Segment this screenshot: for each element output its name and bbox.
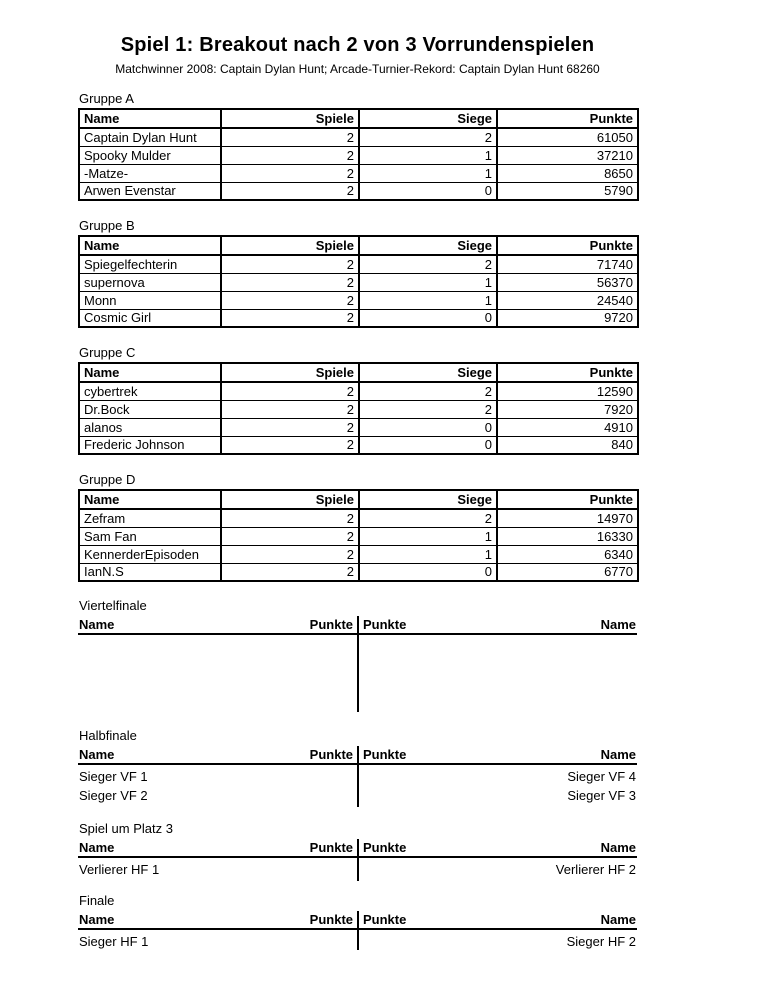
bracket-header-name-right: Name [600, 747, 636, 762]
column-header-spiele: Spiele [221, 236, 359, 255]
siege-cell: 1 [359, 545, 497, 563]
group-section-b [78, 218, 637, 328]
punkte-cell: 14970 [497, 509, 638, 527]
player-name-cell: alanos [79, 418, 221, 436]
siege-cell: 0 [359, 418, 497, 436]
group-section-a [78, 91, 637, 201]
punkte-cell: 8650 [497, 164, 638, 182]
spiele-cell: 2 [221, 382, 359, 400]
bracket-header-left-half [78, 617, 357, 632]
column-header-punkte: Punkte [497, 490, 638, 509]
siege-cell: 2 [359, 128, 497, 146]
column-header-name: Name [79, 236, 221, 255]
page-title: Spiel 1: Breakout nach 2 von 3 Vorrundenspielen [120, 34, 595, 56]
punkte-cell: 61050 [497, 128, 638, 146]
bracket-section-viertelfinale [78, 598, 637, 712]
bracket-header-punkte-right: Punkte [363, 840, 407, 855]
spiele-cell: 2 [221, 164, 359, 182]
spiele-cell: 2 [221, 255, 359, 273]
table-row [79, 309, 638, 327]
bracket-header-name-left: Name [79, 617, 115, 632]
player-name-cell: Captain Dylan Hunt [79, 128, 221, 146]
spiele-cell: 2 [221, 182, 359, 200]
siege-cell: 1 [359, 273, 497, 291]
column-header-spiele: Spiele [221, 109, 359, 128]
siege-cell: 0 [359, 563, 497, 581]
siege-cell: 1 [359, 527, 497, 545]
bracket-header-right-half [359, 912, 637, 927]
bracket-match-row [78, 860, 637, 879]
bracket-header-punkte-left: Punkte [309, 617, 353, 632]
siege-cell: 1 [359, 146, 497, 164]
table-header-row [79, 236, 638, 255]
bracket-body [78, 930, 637, 950]
punkte-cell: 6340 [497, 545, 638, 563]
bracket-body [78, 635, 637, 712]
bracket-right-player: Sieger VF 3 [567, 788, 636, 803]
bracket-section-finale [78, 893, 637, 950]
table-row [79, 382, 638, 400]
bracket-body [78, 858, 637, 881]
column-header-punkte: Punkte [497, 236, 638, 255]
bracket-match-row [78, 786, 637, 805]
column-header-punkte: Punkte [497, 109, 638, 128]
bracket-label: Viertelfinale [79, 598, 147, 613]
table-row [79, 527, 638, 545]
bracket-header-name-right: Name [600, 840, 636, 855]
player-name-cell: Cosmic Girl [79, 309, 221, 327]
table-row [79, 128, 638, 146]
spiele-cell: 2 [221, 291, 359, 309]
punkte-cell: 16330 [497, 527, 638, 545]
player-name-cell: Sam Fan [79, 527, 221, 545]
table-header-row [79, 109, 638, 128]
bracket-header-punkte-left: Punkte [309, 840, 353, 855]
table-header-row [79, 363, 638, 382]
spiele-cell: 2 [221, 436, 359, 454]
column-header-punkte: Punkte [497, 363, 638, 382]
bracket-section-spiel-um-platz-3 [78, 821, 637, 881]
group-table [78, 235, 639, 328]
punkte-cell: 71740 [497, 255, 638, 273]
siege-cell: 1 [359, 164, 497, 182]
bracket-header-right-half [359, 617, 637, 632]
bracket-header-punkte-left: Punkte [309, 912, 353, 927]
spiele-cell: 2 [221, 418, 359, 436]
column-header-name: Name [79, 490, 221, 509]
punkte-cell: 9720 [497, 309, 638, 327]
player-name-cell: Dr.Bock [79, 400, 221, 418]
bracket-label: Finale [79, 893, 115, 908]
bracket-header-left-half [78, 840, 357, 855]
spiele-cell: 2 [221, 309, 359, 327]
siege-cell: 2 [359, 400, 497, 418]
bracket-header-left-half [78, 912, 357, 927]
siege-cell: 2 [359, 255, 497, 273]
bracket-header-punkte-left: Punkte [309, 747, 353, 762]
group-label: Gruppe C [79, 345, 136, 360]
bracket-header-right-half [359, 840, 637, 855]
table-row [79, 418, 638, 436]
bracket-section-halbfinale [78, 728, 637, 807]
bracket-left-player: Sieger VF 2 [79, 788, 148, 803]
column-header-spiele: Spiele [221, 490, 359, 509]
bracket-header-punkte-right: Punkte [363, 747, 407, 762]
bracket-right-player: Sieger HF 2 [566, 934, 636, 949]
bracket-left-player: Sieger VF 1 [79, 769, 148, 784]
bracket-right-player: Sieger VF 4 [567, 769, 636, 784]
bracket-header-name-left: Name [79, 747, 115, 762]
table-row [79, 563, 638, 581]
table-row [79, 545, 638, 563]
table-row [79, 273, 638, 291]
bracket-match-row [78, 767, 637, 786]
group-label: Gruppe A [79, 91, 134, 106]
player-name-cell: -Matze- [79, 164, 221, 182]
siege-cell: 0 [359, 436, 497, 454]
group-table [78, 362, 639, 455]
siege-cell: 0 [359, 182, 497, 200]
column-header-spiele: Spiele [221, 363, 359, 382]
spiele-cell: 2 [221, 273, 359, 291]
bracket-header-name-right: Name [600, 912, 636, 927]
table-row [79, 509, 638, 527]
bracket-header-name-right: Name [600, 617, 636, 632]
punkte-cell: 37210 [497, 146, 638, 164]
siege-cell: 0 [359, 309, 497, 327]
table-row [79, 400, 638, 418]
punkte-cell: 12590 [497, 382, 638, 400]
player-name-cell: IanN.S [79, 563, 221, 581]
punkte-cell: 5790 [497, 182, 638, 200]
group-section-d [78, 472, 637, 582]
siege-cell: 1 [359, 291, 497, 309]
column-header-name: Name [79, 109, 221, 128]
player-name-cell: Zefram [79, 509, 221, 527]
spiele-cell: 2 [221, 400, 359, 418]
spiele-cell: 2 [221, 128, 359, 146]
bracket-header-name-left: Name [79, 840, 115, 855]
siege-cell: 2 [359, 509, 497, 527]
column-header-siege: Siege [359, 109, 497, 128]
table-row [79, 291, 638, 309]
player-name-cell: Monn [79, 291, 221, 309]
bracket-label: Spiel um Platz 3 [79, 821, 173, 836]
player-name-cell: Spiegelfechterin [79, 255, 221, 273]
table-row [79, 146, 638, 164]
group-label: Gruppe B [79, 218, 135, 233]
siege-cell: 2 [359, 382, 497, 400]
bracket-header-right-half [359, 747, 637, 762]
column-header-siege: Siege [359, 363, 497, 382]
table-row [79, 436, 638, 454]
punkte-cell: 840 [497, 436, 638, 454]
bracket-match-row [78, 932, 637, 951]
bracket-grid [78, 911, 637, 950]
bracket-header-left-half [78, 747, 357, 762]
bracket-left-player: Verlierer HF 1 [79, 862, 160, 877]
group-section-c [78, 345, 637, 455]
player-name-cell: cybertrek [79, 382, 221, 400]
group-table [78, 489, 639, 582]
bracket-header-punkte-right: Punkte [363, 617, 407, 632]
bracket-label: Halbfinale [79, 728, 137, 743]
column-header-siege: Siege [359, 236, 497, 255]
punkte-cell: 24540 [497, 291, 638, 309]
table-row [79, 255, 638, 273]
punkte-cell: 6770 [497, 563, 638, 581]
bracket-header-punkte-right: Punkte [363, 912, 407, 927]
column-header-siege: Siege [359, 490, 497, 509]
table-row [79, 182, 638, 200]
bracket-grid [78, 616, 637, 712]
table-row [79, 164, 638, 182]
group-label: Gruppe D [79, 472, 136, 487]
player-name-cell: Arwen Evenstar [79, 182, 221, 200]
bracket-body [78, 765, 637, 807]
player-name-cell: KennerderEpisoden [79, 545, 221, 563]
bracket-right-player: Verlierer HF 2 [555, 862, 636, 877]
column-header-name: Name [79, 363, 221, 382]
bracket-grid [78, 839, 637, 881]
table-header-row [79, 490, 638, 509]
spiele-cell: 2 [221, 509, 359, 527]
bracket-header-name-left: Name [79, 912, 115, 927]
player-name-cell: Frederic Johnson [79, 436, 221, 454]
spiele-cell: 2 [221, 563, 359, 581]
punkte-cell: 56370 [497, 273, 638, 291]
player-name-cell: supernova [79, 273, 221, 291]
player-name-cell: Spooky Mulder [79, 146, 221, 164]
group-table [78, 108, 639, 201]
spiele-cell: 2 [221, 527, 359, 545]
spiele-cell: 2 [221, 545, 359, 563]
spiele-cell: 2 [221, 146, 359, 164]
bracket-grid [78, 746, 637, 807]
sheet-content [78, 0, 637, 950]
punkte-cell: 4910 [497, 418, 638, 436]
punkte-cell: 7920 [497, 400, 638, 418]
bracket-left-player: Sieger HF 1 [79, 934, 149, 949]
page-subtitle: Matchwinner 2008: Captain Dylan Hunt; Arcade-Turnier-Rekord: Captain Dylan Hunt 68260 [115, 62, 600, 76]
